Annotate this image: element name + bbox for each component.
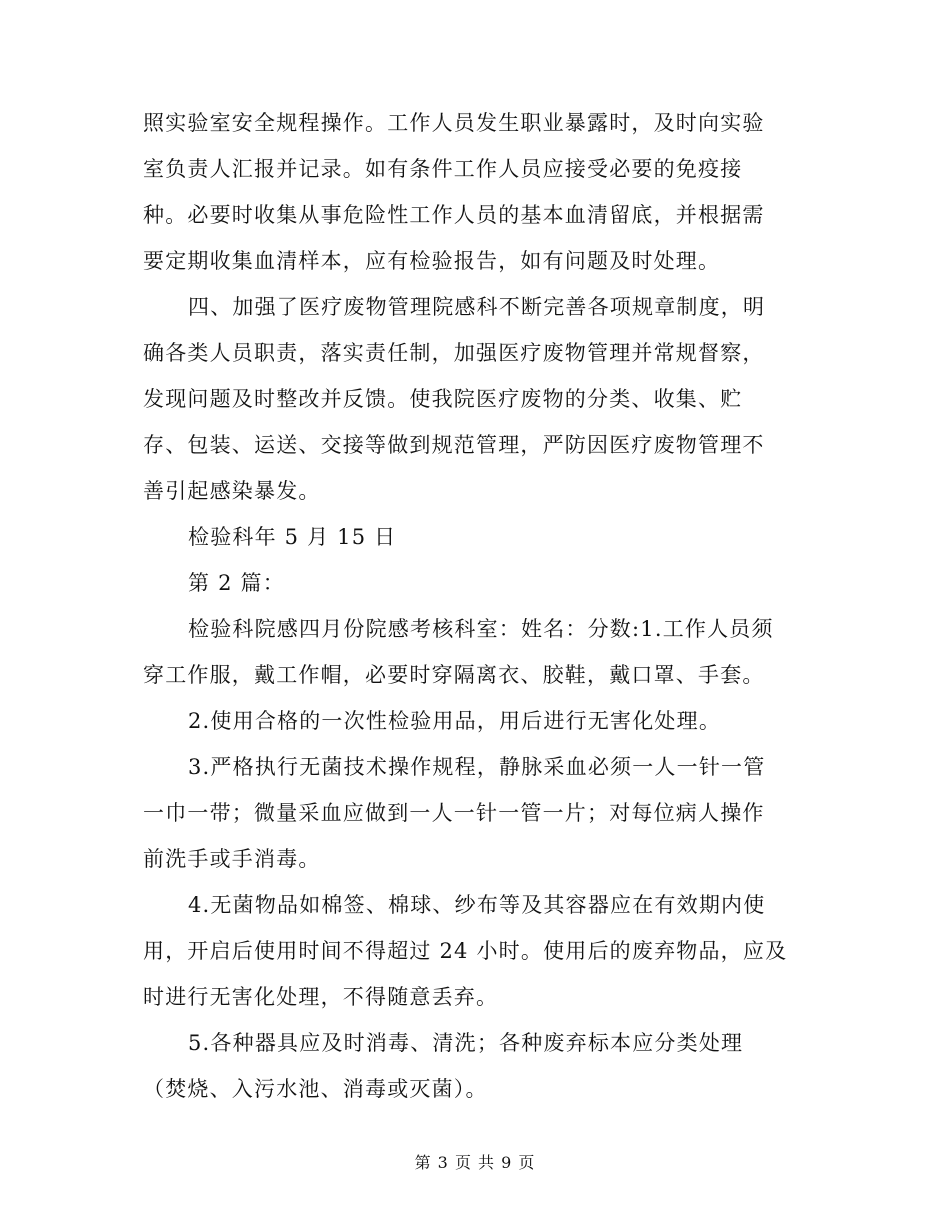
text-line: 室负责人汇报并记录。如有条件工作人员应接受必要的免疫接	[143, 157, 743, 181]
text-line: 3.严格执行无菌技术操作规程，静脉采血必须一人一针一管	[188, 755, 766, 779]
text-line: 一巾一带；微量采血应做到一人一针一管一片；对每位病人操作	[143, 801, 765, 825]
text-line: （焚烧、入污水池、消毒或灭菌）。	[143, 1077, 488, 1101]
text-line: 2.使用合格的一次性检验用品，用后进行无害化处理。	[188, 709, 722, 733]
text-line: 4.无菌物品如棉签、棉球、纱布等及其容器应在有效期内使	[188, 893, 766, 917]
text-line: 检验科院感四月份院感考核科室：姓名：分数:1.工作人员须	[188, 617, 774, 641]
page-number-footer: 第 3 页 共 9 页	[414, 1153, 536, 1172]
text-line: 种。必要时收集从事危险性工作人员的基本血清留底，并根据需	[143, 203, 765, 227]
text-line: 发现问题及时整改并反馈。使我院医疗废物的分类、收集、贮	[143, 387, 743, 411]
text-line: 5.各种器具应及时消毒、清洗；各种废弃标本应分类处理	[188, 1031, 744, 1055]
text-line: 时进行无害化处理，不得随意丢弃。	[143, 985, 499, 1009]
document-body	[143, 100, 813, 1112]
text-line: 存、包装、运送、交接等做到规范管理，严防因医疗废物管理不	[143, 433, 765, 457]
section-heading: 第 2 篇：	[188, 571, 285, 595]
text-line: 用，开启后使用时间不得超过 24 小时。使用后的废弃物品，应及	[143, 939, 788, 963]
text-line: 善引起感染暴发。	[143, 479, 321, 503]
text-line: 前洗手或手消毒。	[143, 847, 321, 871]
text-line: 要定期收集血清样本，应有检验报告，如有问题及时处理。	[143, 249, 721, 273]
text-line: 确各类人员职责，落实责任制，加强医疗废物管理并常规督察，	[143, 341, 765, 365]
text-line: 穿工作服，戴工作帽，必要时穿隔离衣、胶鞋，戴口罩、手套。	[143, 663, 765, 687]
text-line: 四、加强了医疗废物管理院感科不断完善各项规章制度，明	[188, 295, 766, 319]
text-line: 照实验室安全规程操作。工作人员发生职业暴露时，及时向实验	[143, 111, 765, 135]
signature-date-line: 检验科年 5 月 15 日	[188, 525, 397, 549]
